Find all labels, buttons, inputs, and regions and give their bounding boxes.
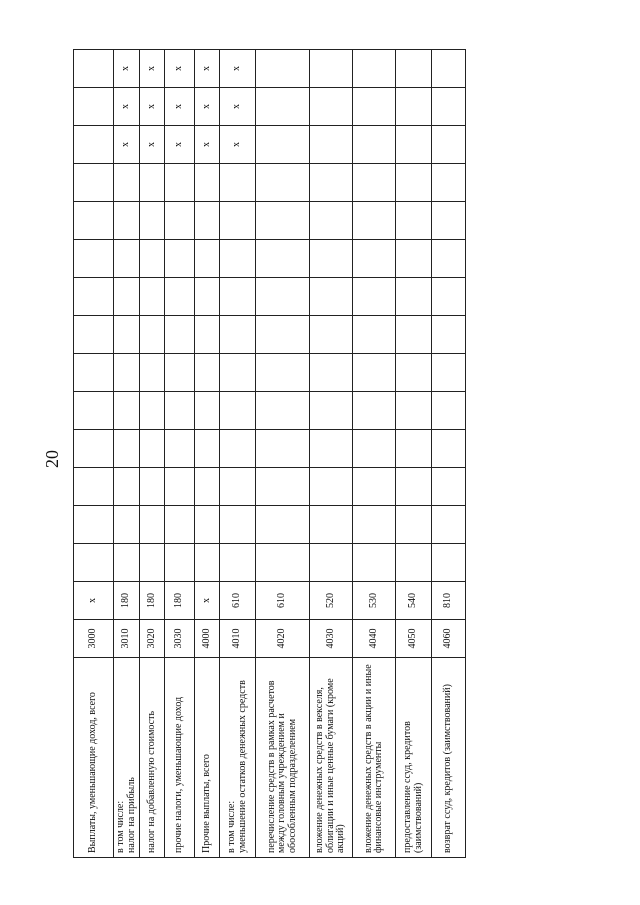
table-cell	[195, 354, 220, 392]
row-code: 4000	[195, 620, 220, 658]
table-cell	[256, 316, 310, 354]
table-cell	[195, 544, 220, 582]
row-code: 3010	[114, 620, 140, 658]
row-name: перечисление средств в рамках расчетов между головным учреждением и обособленным подразделением	[256, 658, 310, 858]
table-cell	[353, 126, 396, 164]
table-cell	[140, 354, 165, 392]
table-row	[396, 50, 432, 858]
table-cell	[74, 278, 114, 316]
table-cell	[256, 164, 310, 202]
table-cell	[114, 240, 140, 278]
table-cell	[74, 316, 114, 354]
table-cell	[220, 316, 256, 354]
table-cell	[396, 392, 432, 430]
table-cell	[432, 468, 466, 506]
table-cell: x	[165, 126, 195, 164]
table-cell	[74, 354, 114, 392]
row-name: возврат ссуд, кредитов (заимствований)	[432, 658, 466, 858]
table-cell	[165, 240, 195, 278]
table-cell	[195, 430, 220, 468]
table-cell	[353, 392, 396, 430]
table-cell	[353, 240, 396, 278]
table-cell	[396, 430, 432, 468]
table-cell	[432, 88, 466, 126]
table-cell	[165, 164, 195, 202]
table-cell: x	[114, 50, 140, 88]
table-cell: x	[195, 126, 220, 164]
table-cell	[220, 506, 256, 544]
table-cell: x	[195, 50, 220, 88]
table-cell	[74, 506, 114, 544]
table-cell	[353, 544, 396, 582]
table-cell	[195, 316, 220, 354]
table-row	[74, 50, 114, 858]
table-cell	[310, 50, 353, 88]
table-cell	[432, 316, 466, 354]
table-row	[140, 50, 165, 858]
table-cell	[165, 506, 195, 544]
table-cell	[353, 468, 396, 506]
row-name: Прочие выплаты, всего	[195, 658, 220, 858]
table-cell	[310, 468, 353, 506]
row-name: вложение денежных средств в векселя, облигации и иные ценные бумаги (кроме акций)	[310, 658, 353, 858]
table-row	[195, 50, 220, 858]
table-cell	[165, 316, 195, 354]
table-cell	[353, 278, 396, 316]
table-cell	[74, 202, 114, 240]
table-cell	[195, 240, 220, 278]
table-cell	[396, 316, 432, 354]
table-cell	[256, 50, 310, 88]
table-cell	[114, 316, 140, 354]
table-cell	[353, 50, 396, 88]
table-row	[353, 50, 396, 858]
table-cell	[310, 316, 353, 354]
table-cell	[74, 88, 114, 126]
table-cell	[256, 202, 310, 240]
row-code: 3020	[140, 620, 165, 658]
table-cell	[396, 50, 432, 88]
row-kosgu: 530	[353, 582, 396, 620]
table-cell: x	[140, 50, 165, 88]
table-cell	[140, 316, 165, 354]
table-cell	[114, 164, 140, 202]
table-cell: x	[195, 88, 220, 126]
table-cell	[74, 392, 114, 430]
table-cell: x	[220, 126, 256, 164]
row-kosgu: x	[74, 582, 114, 620]
table-cell	[140, 468, 165, 506]
table-cell	[353, 202, 396, 240]
table-cell	[353, 88, 396, 126]
row-code: 4050	[396, 620, 432, 658]
table-cell	[165, 202, 195, 240]
table-cell	[396, 202, 432, 240]
row-code: 4060	[432, 620, 466, 658]
table-cell	[74, 544, 114, 582]
table-cell	[256, 430, 310, 468]
table-row	[256, 50, 310, 858]
table-cell	[114, 506, 140, 544]
table-cell	[396, 544, 432, 582]
table-cell	[165, 544, 195, 582]
table-cell	[140, 202, 165, 240]
table-cell	[140, 392, 165, 430]
table-cell	[432, 164, 466, 202]
table-cell	[140, 430, 165, 468]
table-cell	[353, 354, 396, 392]
row-name: в том числе: уменьшение остатков денежных средств	[220, 658, 256, 858]
row-name: прочие налоги, уменьшающие доход	[165, 658, 195, 858]
table-cell	[195, 392, 220, 430]
table-row	[114, 50, 140, 858]
table-cell	[114, 202, 140, 240]
table-cell	[256, 392, 310, 430]
table-cell	[256, 544, 310, 582]
row-name: предоставление ссуд, кредитов (заимствований)	[396, 658, 432, 858]
table-cell	[310, 126, 353, 164]
table-cell	[114, 544, 140, 582]
table-cell	[432, 430, 466, 468]
table-cell	[220, 468, 256, 506]
row-code: 4030	[310, 620, 353, 658]
table-cell	[195, 506, 220, 544]
table-cell	[432, 392, 466, 430]
page-number: 20	[42, 450, 62, 468]
table-cell	[74, 468, 114, 506]
table-cell	[114, 430, 140, 468]
table-cell	[310, 392, 353, 430]
row-kosgu: 810	[432, 582, 466, 620]
row-kosgu: 610	[220, 582, 256, 620]
table-cell	[195, 278, 220, 316]
table-cell	[220, 392, 256, 430]
table-cell	[396, 354, 432, 392]
table-cell	[256, 468, 310, 506]
table-cell	[74, 430, 114, 468]
table-cell	[165, 468, 195, 506]
table-cell: x	[114, 88, 140, 126]
row-code: 3030	[165, 620, 195, 658]
table-cell	[256, 354, 310, 392]
table-cell: x	[165, 88, 195, 126]
table-cell	[114, 278, 140, 316]
table-cell	[310, 202, 353, 240]
row-kosgu: 520	[310, 582, 353, 620]
table-cell	[396, 240, 432, 278]
table-cell	[432, 544, 466, 582]
table-cell	[74, 164, 114, 202]
table-cell	[220, 202, 256, 240]
table-cell	[114, 354, 140, 392]
table-cell	[220, 278, 256, 316]
table-cell: x	[140, 88, 165, 126]
table-row	[220, 50, 256, 858]
table-cell	[310, 240, 353, 278]
table-cell	[195, 468, 220, 506]
row-code: 4040	[353, 620, 396, 658]
table-cell	[256, 506, 310, 544]
table-cell	[432, 50, 466, 88]
table-cell	[165, 278, 195, 316]
row-kosgu: 540	[396, 582, 432, 620]
table-cell	[432, 202, 466, 240]
table-cell	[195, 202, 220, 240]
table-cell	[432, 506, 466, 544]
table-cell	[310, 354, 353, 392]
table-cell	[195, 164, 220, 202]
table-cell	[432, 354, 466, 392]
row-kosgu: 180	[165, 582, 195, 620]
table-cell	[256, 278, 310, 316]
row-code: 3000	[74, 620, 114, 658]
table-cell	[310, 430, 353, 468]
table-cell	[310, 506, 353, 544]
row-kosgu: 180	[114, 582, 140, 620]
table-cell	[353, 164, 396, 202]
row-name: в том числе: налог на прибыль	[114, 658, 140, 858]
table-cell	[256, 240, 310, 278]
table-cell	[140, 240, 165, 278]
table-cell	[396, 278, 432, 316]
table-cell	[396, 506, 432, 544]
row-code: 4020	[256, 620, 310, 658]
table-cell	[140, 164, 165, 202]
table-cell	[140, 544, 165, 582]
table-cell	[432, 278, 466, 316]
table-cell	[310, 88, 353, 126]
table-cell	[256, 126, 310, 164]
table-cell	[396, 126, 432, 164]
table-cell	[220, 430, 256, 468]
table-cell	[74, 126, 114, 164]
table-cell	[310, 164, 353, 202]
row-name: вложение денежных средств в акции и иные финансовые инструменты	[353, 658, 396, 858]
table-row	[165, 50, 195, 858]
report-table-container	[73, 58, 463, 858]
table-cell	[74, 50, 114, 88]
table-cell	[396, 88, 432, 126]
table-row	[432, 50, 466, 858]
table-cell	[220, 544, 256, 582]
row-code: 4010	[220, 620, 256, 658]
table-cell	[256, 88, 310, 126]
row-name: налог на добавленную стоимость	[140, 658, 165, 858]
table-cell	[220, 354, 256, 392]
table-cell: x	[140, 126, 165, 164]
table-cell	[140, 506, 165, 544]
table-cell	[432, 240, 466, 278]
table-cell	[114, 468, 140, 506]
table-cell: x	[165, 50, 195, 88]
table-cell	[165, 430, 195, 468]
table-cell: x	[220, 50, 256, 88]
table-cell	[396, 468, 432, 506]
table-cell	[353, 430, 396, 468]
table-cell: x	[114, 126, 140, 164]
table-row	[310, 50, 353, 858]
table-cell	[396, 164, 432, 202]
table-cell	[310, 278, 353, 316]
table-cell	[353, 506, 396, 544]
row-kosgu: 610	[256, 582, 310, 620]
payments-table	[73, 49, 466, 858]
table-cell	[220, 240, 256, 278]
table-cell: x	[220, 88, 256, 126]
table-cell	[74, 240, 114, 278]
table-cell	[140, 278, 165, 316]
table-cell	[165, 392, 195, 430]
table-cell	[220, 164, 256, 202]
table-cell	[310, 544, 353, 582]
table-cell	[114, 392, 140, 430]
table-cell	[432, 126, 466, 164]
table-cell	[165, 354, 195, 392]
table-cell	[353, 316, 396, 354]
row-kosgu: 180	[140, 582, 165, 620]
row-kosgu: x	[195, 582, 220, 620]
row-name: Выплаты, уменьшающие доход, всего	[74, 658, 114, 858]
